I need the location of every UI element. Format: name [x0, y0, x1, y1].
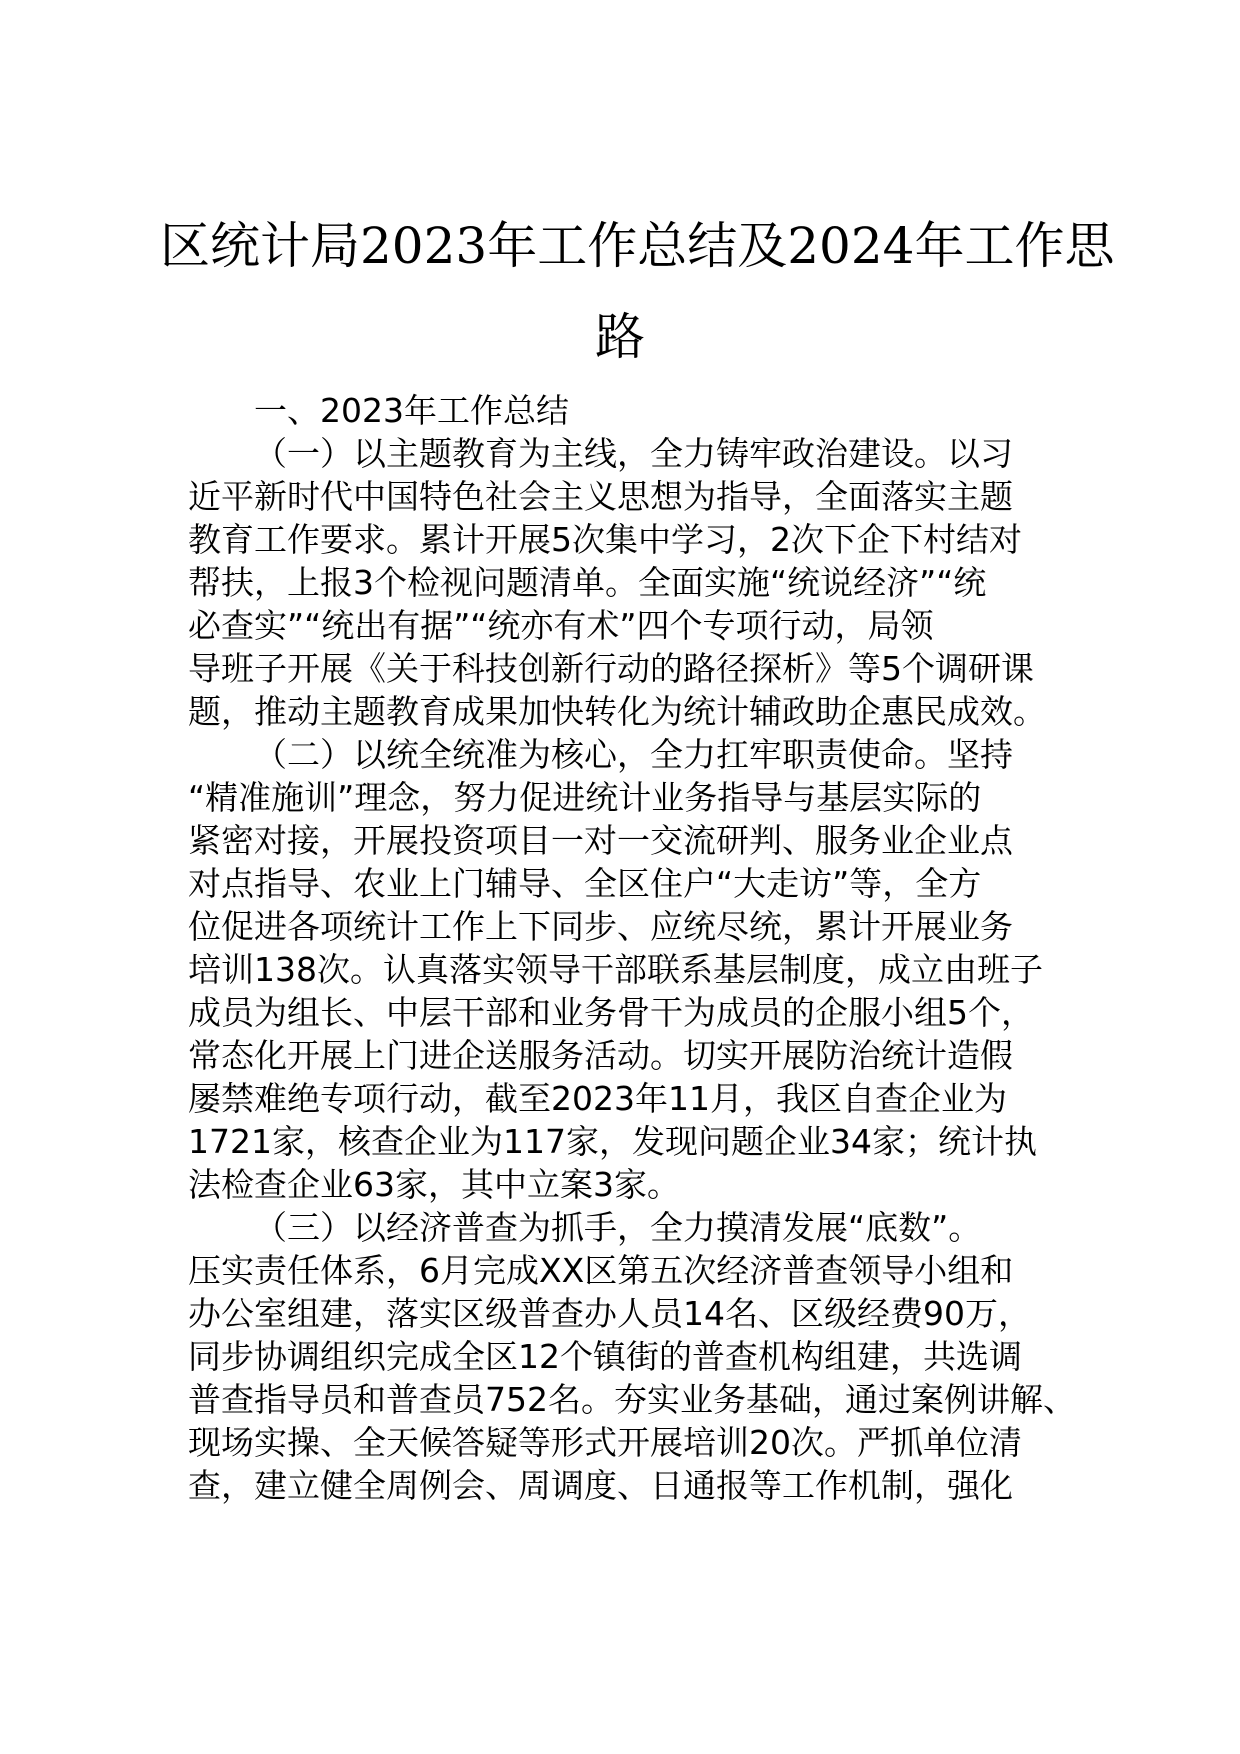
- document-title-line-2: 路: [595, 308, 645, 366]
- paragraph-line: 紧密对接，开展投资项目一对一交流研判、服务业企业点: [188, 821, 1013, 860]
- paragraph-line: 近平新时代中国特色社会主义思想为指导，全面落实主题: [188, 477, 1013, 516]
- paragraph-line: 必查实”“统出有据”“统亦有术”四个专项行动，局领: [188, 606, 934, 645]
- paragraph-line: 成员为组长、中层干部和业务骨干为成员的企服小组5个，: [188, 993, 1034, 1032]
- paragraph-line: 常态化开展上门进企送服务活动。切实开展防治统计造假: [188, 1036, 1013, 1075]
- paragraph-line: 查，建立健全周例会、周调度、日通报等工作机制，强化: [188, 1466, 1013, 1505]
- paragraph-line: 普查指导员和普查员752名。夯实业务基础，通过案例讲解、: [188, 1380, 1076, 1419]
- paragraph-line: 办公室组建，落实区级普查办人员14名、区级经费90万，: [188, 1294, 1031, 1333]
- paragraph-line: 题，推动主题教育成果加快转化为统计辅政助企惠民成效。: [188, 692, 1046, 731]
- paragraph-line: 教育工作要求。累计开展5次集中学习，2次下企下村结对: [188, 520, 1022, 559]
- paragraph-line: 压实责任体系，6月完成XX区第五次经济普查领导小组和: [188, 1251, 1014, 1290]
- paragraph-line: 屡禁难绝专项行动，截至2023年11月，我区自查企业为: [188, 1079, 1007, 1118]
- paragraph-line: “精准施训”理念，努力促进统计业务指导与基层实际的: [188, 778, 982, 817]
- paragraph-line: 同步协调组织完成全区12个镇街的普查机构组建，共选调: [188, 1337, 1022, 1376]
- paragraph-line: 导班子开展《关于科技创新行动的路径探析》等5个调研课: [188, 649, 1034, 688]
- paragraph-line: 培训138次。认真落实领导干部联系基层制度，成立由班子: [188, 950, 1043, 989]
- paragraph-line: （三）以经济普查为抓手，全力摸清发展“底数”。: [254, 1208, 982, 1247]
- paragraph-line: 对点指导、农业上门辅导、全区住户“大走访”等，全方: [188, 864, 982, 903]
- paragraph-line: 现场实操、全天候答疑等形式开展培训20次。严抓单位清: [188, 1423, 1022, 1462]
- paragraph-line: 帮扶，上报3个检视问题清单。全面实施“统说经济”“统: [188, 563, 987, 602]
- paragraph-line: （一）以主题教育为主线，全力铸牢政治建设。以习: [254, 434, 1013, 473]
- paragraph-line: （二）以统全统准为核心，全力扛牢职责使命。坚持: [254, 735, 1013, 774]
- paragraph-line: 法检查企业63家，其中立案3家。: [188, 1165, 680, 1204]
- paragraph-line: 1721家，核查企业为117家，发现问题企业34家；统计执: [188, 1122, 1037, 1161]
- section-heading: 一、2023年工作总结: [254, 391, 569, 430]
- paragraph-line: 位促进各项统计工作上下同步、应统尽统，累计开展业务: [188, 907, 1013, 946]
- document-title-line-1: 区统计局2023年工作总结及2024年工作思: [160, 217, 1115, 275]
